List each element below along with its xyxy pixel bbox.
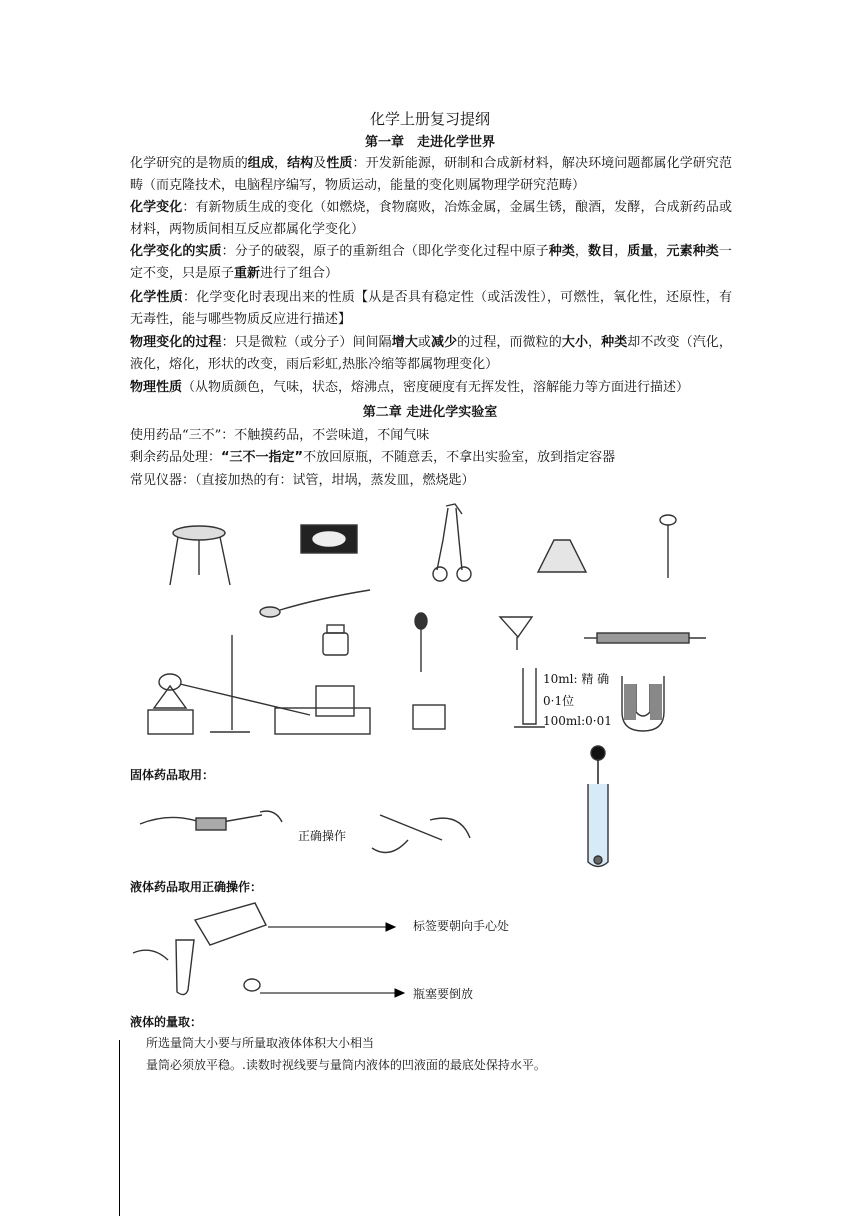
leftover-bold: “三不一指定”	[221, 450, 304, 465]
liquid-heading: 液体药品取用正确操作：	[130, 880, 263, 894]
text-run: ：有新物质生成的变化（如燃烧，食物腐败，冶炼金属，金属生锈，酿酒，发酵，合成新药品或材料，两物质间相互反应都属化学变化）	[130, 200, 732, 237]
text-run: 或	[417, 335, 431, 350]
text-run: ，	[273, 156, 288, 171]
stopper-note: 瓶塞要倒放	[413, 987, 474, 1001]
measure-line-1: 所选量筒大小要与所量取液体体积大小相当	[146, 1036, 375, 1050]
cylinder-note-1: 10ml: 精 确	[543, 672, 610, 686]
text-run: ：分子的破裂，原子的重新组合（即化学变化过程中原子	[221, 244, 549, 259]
chapter-2-heading: 第二章 走进化学实验室	[362, 405, 498, 420]
instruments-line: 常见仪器：（直接加热的有：试管，坩埚，蒸发皿，燃烧匙）	[130, 473, 475, 488]
measure-heading: 液体的量取：	[130, 1015, 203, 1029]
text-run: ，	[653, 244, 667, 259]
text-run: （从物质颜色，气味，状态，熔沸点，密度硬度有无挥发性，溶解能力等方面进行描述）	[182, 380, 690, 395]
text-run: 物理变化的过程	[130, 335, 222, 350]
text-run: 大小	[561, 335, 589, 350]
evaporating-dish-icon	[538, 540, 586, 572]
text-run: 化学性质	[130, 290, 183, 305]
text-run: 及	[313, 156, 327, 171]
text-run: 组成	[247, 156, 274, 171]
text-run: ：化学变化时表现出来的性质【从是否具有稳定性（或活泼性），可燃性，氧化性，还原性，有无毒性，能与哪些物质反应进行描述】	[130, 290, 732, 327]
cylinder-note-3: 100ml:0·01	[543, 714, 612, 728]
solid-heading: 固体药品取用：	[130, 768, 215, 782]
text-run: ，	[614, 244, 628, 259]
text-run: 物理性质	[130, 380, 183, 395]
dropper-icon	[415, 613, 427, 672]
text-run: 种类	[601, 335, 628, 350]
chapter-1-heading: 第一章 走进化学世界	[364, 135, 495, 150]
text-run: 元素种类	[666, 244, 719, 259]
combustion-spoon-icon	[660, 515, 676, 578]
text-run: 一定不变，只是原子	[130, 244, 732, 281]
text-run: 却不改变（汽化，液化，熔化，形状的改变，雨后彩虹,热胀冷缩等都属物理变化）	[130, 335, 732, 372]
crucible-tongs-icon	[433, 504, 471, 581]
text-run: 结构	[287, 156, 314, 171]
text-run: 减少	[431, 335, 458, 350]
doc-title: 化学上册复习提纲	[369, 110, 490, 128]
cylinder-note-2: 0·1位	[543, 694, 575, 708]
text-run: ，	[588, 335, 602, 350]
text-run: 重新	[234, 265, 261, 281]
text-run: ：只是微粒（或分子）间间隔	[221, 335, 392, 350]
three-nos-line: 使用药品“三不”：不触摸药品，不尝味道，不闻气味	[130, 428, 430, 443]
beaker-icon	[413, 705, 445, 729]
leftover-rest: 不放回原瓶，不随意丢，不拿出实验室，放到指定容器	[303, 450, 616, 465]
text-run: 种类	[548, 244, 575, 259]
text-run: 的过程，而微粒的	[457, 335, 562, 350]
label-note: 标签要朝向手心处	[413, 919, 510, 933]
margin-line	[119, 1040, 120, 1216]
reagent-bottle-icon	[323, 625, 348, 655]
drying-tube-icon	[584, 633, 706, 643]
liquid-pouring-icon	[133, 903, 266, 995]
leftover-prefix: 剩余药品处理：	[130, 450, 222, 465]
text-run: 数目	[588, 244, 615, 259]
funnel-icon	[500, 617, 532, 650]
text-run: 化学变化	[130, 200, 183, 215]
text-run: 化学变化的实质	[130, 244, 222, 259]
text-run: 质量	[627, 244, 654, 259]
test-tube-icon	[588, 746, 608, 867]
text-run: ，	[574, 244, 589, 259]
text-run: 进行了组合）	[260, 265, 339, 281]
text-run: 增大	[391, 335, 418, 350]
measure-line-2: 量筒必须放平稳。.读数时视线要与量筒内液体的凹液面的最底处保持水平。	[146, 1058, 546, 1072]
wire-gauze-icon	[301, 525, 357, 553]
medicine-spoon-icon	[260, 590, 370, 617]
correct-operation-label: 正确操作	[298, 829, 347, 843]
u-tube-icon	[622, 676, 664, 731]
text-run: ：开发新能源，研制和合成新材料，解决环境问题都属化学研究范畴（而克隆技术，电脑程序编写，物质运动，能量的变化则属物理学研究范畴）	[130, 156, 732, 193]
text-run: 化学研究的是物质的	[130, 156, 248, 171]
measuring-cylinder-icon	[514, 668, 545, 727]
heating-setup-icon	[148, 635, 370, 734]
tripod-icon	[170, 526, 230, 585]
text-run: 性质	[326, 156, 353, 171]
